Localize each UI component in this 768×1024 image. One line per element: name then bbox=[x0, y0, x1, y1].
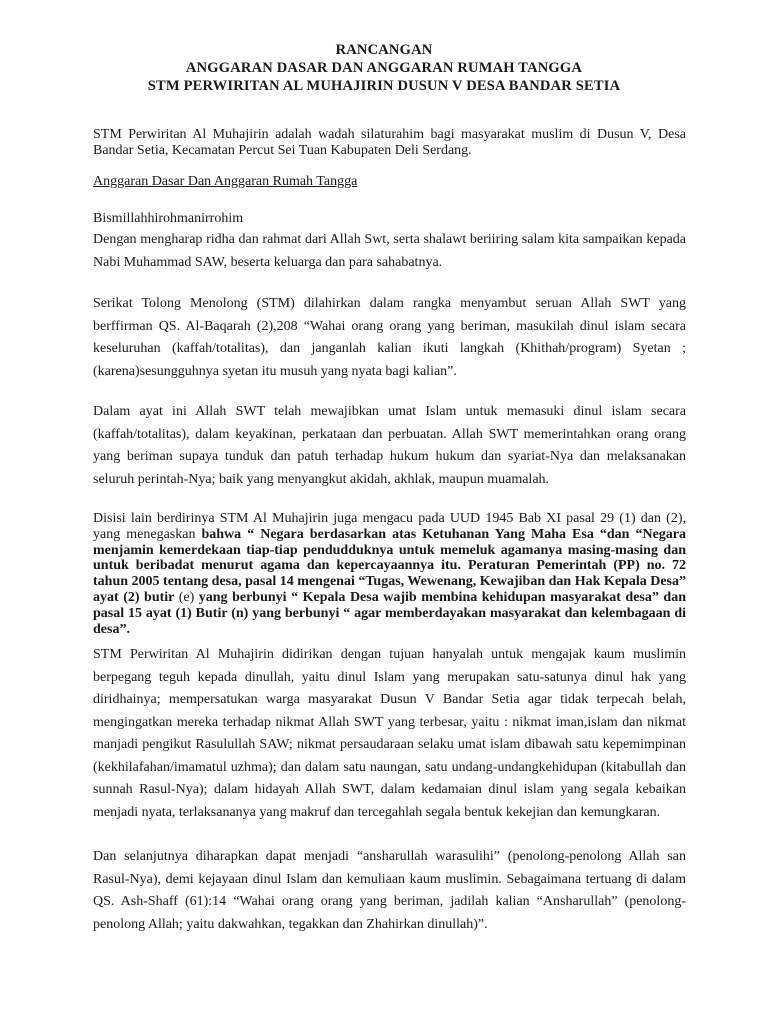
disisi-text-bold-2: yang berbunyi “ Kepala Desa wajib membina kehidupan masyarakat desa” dan pasal 15 ayat (1) Butir (n) yang berbunyi “ agar memberdayakan masyarakat dan kelembagaan di desa”. bbox=[93, 589, 686, 637]
disisi-text-normal-1: Disisi lain berdirinya STM Al Muhajirin juga mengacu pada UUD 1945 Bab XI pasal 29 (1) dan (2), yang menegaskan bbox=[93, 511, 686, 542]
disisi-paragraph bbox=[93, 511, 686, 637]
title-line-1: RANCANGAN bbox=[335, 42, 433, 58]
ayat-paragraph: Dalam ayat ini Allah SWT telah mewajibkan umat Islam untuk memasuki dinul islam secara (kaffah/totalitas), dalam keyakinan, perkataan dan perbuatan. Allah SWT memerintahkan orang orang yang beriman supaya tunduk dan patuh terhadap hukum hukum dan syariat-Nya dan melaksanakan seluruh perintah-Nya; baik yang menyangkut akidah, akhlak, maupun muamalah. bbox=[93, 404, 686, 487]
selanjutnya-paragraph: Dan selanjutnya diharapkan dapat menjadi “ansharullah warasulihi” (penolong-penolong Allah san Rasul-Nya), demi kejayaan dinul Islam dan kemuliaan kaum muslimin. Sebagaimana tertuang di dalam QS. Ash-Shaff (61):14 “Wahai orang orang yang beriman, jadilah kalian “Ansharullah” (penolong-penolong Allah; yaitu dakwahkan, tegakkan dan Zhahirkan dinullah)”. bbox=[93, 849, 686, 932]
tujuan-paragraph: STM Perwiritan Al Muhajirin didirikan dengan tujuan hanyalah untuk mengajak kaum muslimin berpegang teguh kepada dinullah, yaitu dinul Islam yang merupakan satu-satunya dinul hak yang diridhainya; mempersatukan warga masyarakat Dusun V Bandar Setia agar tidak terpecah belah, mengingatkan mereka terhadap nikmat Allah SWT yang terbesar, yaitu : nikmat iman,islam dan nikmat manjadi pengikut Rasulullah SAW; nikmat persaudaraan selaku umat islam dibawah satu kepemimpinan (kekhilafahan/imamatul uzhma); dan dalam satu naungan, satu undang-undangkehidupan (kitabullah dan sunnah Rasul-Nya); dalam hidayah Allah SWT, dalam kedamaian dinul islam yang segala kebaikan menjadi nyata, terlaksananya yang makruf dan tercegahlah segala bentuk kekejian dan kemungkaran. bbox=[93, 647, 686, 820]
disisi-text-normal-2: (e) bbox=[178, 589, 195, 605]
basmalah-line: Bismillahhirohmanirrohim bbox=[93, 211, 244, 226]
opening-paragraph: Dengan mengharap ridha dan rahmat dari Allah Swt, serta shalawt beriiring salam kita sampaikan kepada Nabi Muhammad SAW, beserta keluarga dan para sahabatnya. bbox=[93, 232, 686, 270]
title-line-2: ANGGARAN DASAR DAN ANGGARAN RUMAH TANGGA bbox=[185, 60, 583, 76]
stm-paragraph: Serikat Tolong Menolong (STM) dilahirkan dalam rangka menyambut seruan Allah SWT yang berffirman QS. Al-Baqarah (2),208 “Wahai orang orang yang beriman, masukilah dinul islam secara keseluruhan (kaffah/totalitas), dan janganlah kalian ikuti langkah (Khithah/program) Syetan ; (karena)sesungguhnya syetan itu musuh yang nyata bagi kalian”. bbox=[93, 296, 686, 379]
disisi-text-bold-1: bahwa “ Negara berdasarkan atas Ketuhanan Yang Maha Esa “dan “Negara menjamin kemerdekaan tiap-tiap pendudduknya untuk memeluk agamanya masing-masing dan untuk beribadat menurut agama dan kepercayaannya itu. Peraturan Pemerintah (PP) no. 72 tahun 2005 tentang desa, pasal 14 mengenai “Tugas, Wewenang, Kewajiban dan Hak Kepala Desa” ayat (2) butir bbox=[93, 526, 686, 605]
section-heading: Anggaran Dasar Dan Anggaran Rumah Tangga bbox=[93, 174, 358, 189]
title-line-3: STM PERWIRITAN AL MUHAJIRIN DUSUN V DESA BANDAR SETIA bbox=[147, 78, 621, 94]
intro-paragraph: STM Perwiritan Al Muhajirin adalah wadah silaturahim bagi masyarakat muslim di Dusun V, Desa Bandar Setia, Kecamatan Percut Sei Tuan Kabupaten Deli Serdang. bbox=[93, 127, 686, 158]
